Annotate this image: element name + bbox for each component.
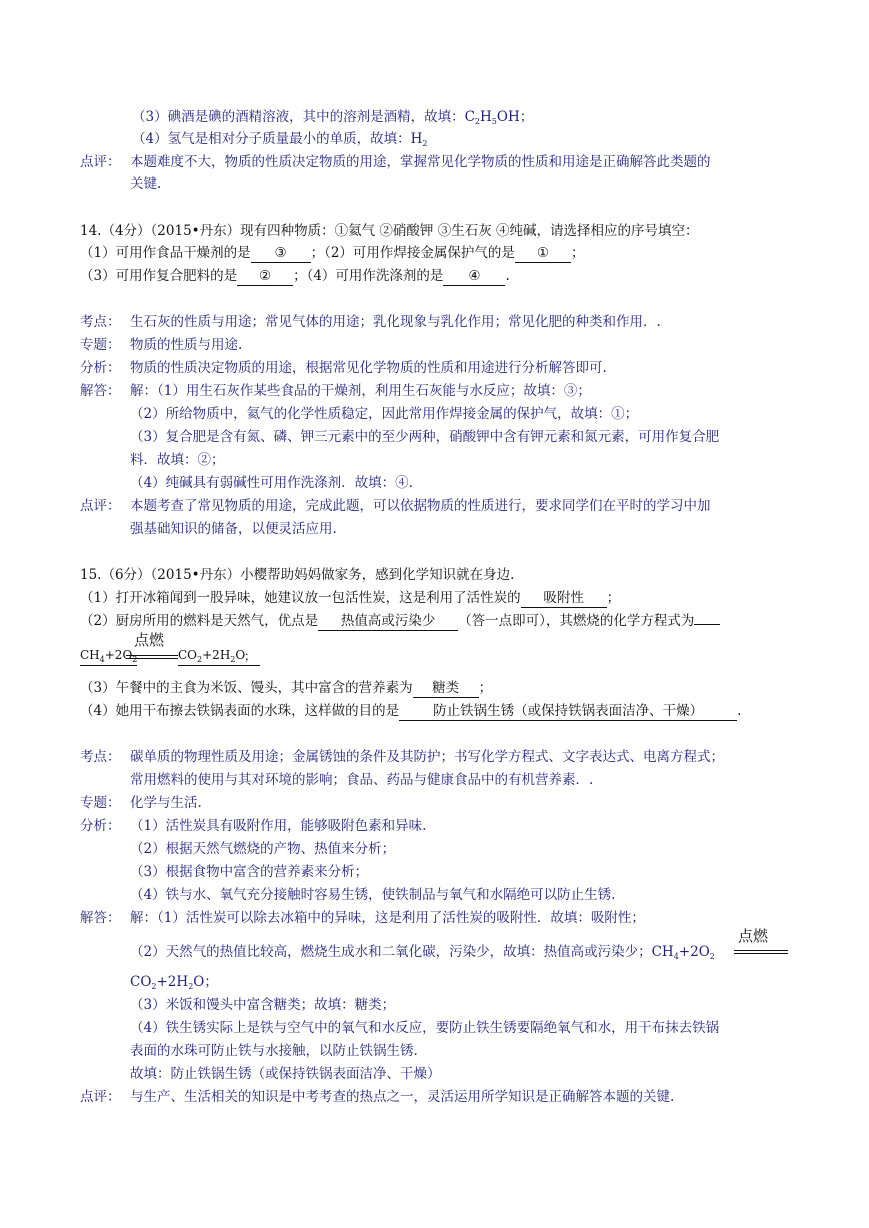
q15-line-4: （4）她用干布擦去铁锅表面的水珠，这样做的目的是 防止铁锅生锈（或保持铁锅表面洁净、干燥） . [80,703,742,719]
q15-jieda-text-1: 解：（1）活性炭可以除去冰箱中的异味，这是利用了活性炭的吸附性．故填：吸附性； [130,910,645,926]
q14-jieda-text-3: （3）复合肥是含有氮、磷、钾三元素中的至少两种，硝酸钾中含有钾元素和氮元素，可用作复合肥 [130,429,720,445]
q14-kaodian-text: 生石灰的性质与用途；常见气体的用途；乳化现象与乳化作用；常见化肥的种类和作用．. [130,314,661,330]
q15-jieda-text-6: 表面的水珠可防止铁与水接触，以防止铁锅生锈. [130,1043,418,1059]
q14-fenxi-text: 物质的性质决定物质的用途，根据常见化学物质的性质和用途进行分析解答即可. [130,360,607,376]
q14-zhuanti-label: 专题： [80,337,121,353]
q14-jieda-text-2: （2）所给物质中，氦气的化学性质稳定，因此常用作焊接金属的保护气，故填：①； [130,406,639,422]
prev-answer-line-3: （3）碘酒是碘的酒精溶液，其中的溶剂是酒精，故填：$C_2H_5OH$； [132,109,534,126]
q15-fenxi-text-2: （2）根据天然气燃烧的产物、热值来分析； [130,841,396,857]
q14-line-2: （3）可用作复合肥料的是 ② ；（4）可用作洗涤剂的是 ④ . [80,268,510,284]
q15-fenxi-text-1: （1）活性炭具有吸附作用，能够吸附色素和异味. [130,818,427,834]
q15-answer-1: 吸附性 [521,589,607,608]
q14-dianping-text-2: 强基础知识的储备，以便灵活应用. [130,521,337,537]
prev-comment-text-2: 关键. [130,176,162,192]
q15-jieda-text-4: （3）米饭和馒头中富含糖类；故填：糖类； [130,997,396,1013]
prev-comment-text-1: 本题难度不大，物质的性质决定物质的用途，掌握常见化学物质的性质和用途是正确解答此类题的 [130,154,711,170]
q15-zhuanti-text: 化学与生活. [130,795,202,811]
q15-title: 15.（6分）（2015•丹东）小樱帮助妈妈做家务，感到化学知识就在身边. [80,567,515,583]
q15-line-3: （3）午餐中的主食为米饭、馒头，其中富含的营养素为 糖类 ； [80,680,493,696]
prev-answer-line-4: （4）氢气是相对分子质量最小的单质，故填：$H_2$ [132,131,428,148]
q15-answer-blank [694,624,720,625]
q14-answer-4: ④ [443,267,505,286]
q14-jieda-text-5: （4）纯碱具有弱碱性可用作洗涤剂．故填：④. [130,475,413,491]
q14-jieda-text-4: 料．故填：②； [130,452,225,468]
q15-fenxi-text-4: （4）铁与水、氧气充分接触时容易生锈，使铁制品与氧气和水隔绝可以防止生锈. [130,887,616,903]
q15-zhuanti-label: 专题： [80,795,121,811]
q15-equation-end: ； [244,649,257,663]
q15-jieda-equation-arrow [734,950,788,954]
q15-jieda-text-2: （2）天然气的热值比较高，燃烧生成水和二氧化碳，污染少，故填：热值高或污染少；$CH_4+2O_2$ [130,944,715,961]
q14-dianping-label: 点评： [80,498,121,514]
q15-equation-right: $CO_2+2H_2O$ [178,648,260,666]
q15-jieda-text-7: 故填：防止铁锅生锈（或保持铁锅表面洁净、干燥） [130,1066,441,1082]
q15-kaodian-text-1: 碳单质的物理性质及用途；金属锈蚀的条件及其防护；书写化学方程式、文字表达式、电离方程式； [130,749,724,765]
q15-kaodian-text-2: 常用燃料的使用与其对环境的影响；食品、药品与健康食品中的有机营养素．. [130,772,594,788]
q15-answer-3: 糖类 [413,679,479,698]
q15-line-2: （2）厨房所用的燃料是天然气，优点是 热值高或污染少 （答一点即可），其燃烧的化学方程式为 [80,612,720,631]
q15-jieda-equation-right: $CO_2+2H_2O$； [130,974,218,991]
q14-answer-1: ③ [251,244,311,263]
q15-jieda-equation-condition: 点燃 [738,927,769,945]
prev-comment-label: 点评： [80,154,121,170]
q14-jieda-label: 解答： [80,383,121,399]
q14-answer-3: ② [237,267,293,286]
q14-dianping-text-1: 本题考查了常见物质的用途，完成此题，可以依据物质的性质进行，要求同学们在平时的学习中加 [130,498,711,514]
q15-kaodian-label: 考点： [80,749,121,765]
q15-equation-left: $CH_4+2O_2$ [80,648,138,664]
q15-answer-2: 热值高或污染少 [318,612,458,631]
q14-line-1: （1）可用作食品干燥剂的是 ③ ；（2）可用作焊接金属保护气的是 ① ； [80,245,585,261]
q14-kaodian-label: 考点： [80,314,121,330]
q15-dianping-text: 与生产、生活相关的知识是中考考查的热点之一，灵活运用所学知识是正确解答本题的关键. [130,1089,675,1105]
q15-fenxi-text-3: （3）根据食物中富含的营养素来分析； [130,864,369,880]
q14-fenxi-label: 分析： [80,360,121,376]
q15-answer-4: 防止铁锅生锈（或保持铁锅表面洁净、干燥） [399,702,737,721]
q14-zhuanti-text: 物质的性质与用途. [130,337,243,353]
q15-dianping-label: 点评： [80,1089,121,1105]
q14-answer-2: ① [515,244,571,263]
q15-fenxi-label: 分析： [80,818,121,834]
q14-jieda-text-1: 解：（1）用生石灰作某些食品的干燥剂，利用生石灰能与水反应；故填：③； [130,383,591,399]
q15-equation-arrow [126,655,178,659]
q15-jieda-text-5: （4）铁生锈实际上是铁与空气中的氧气和水反应，要防止铁生锈要隔绝氧气和水，用干布抹去铁锅 [130,1020,720,1036]
q14-title: 14.（4分）（2015•丹东）现有四种物质：①氦气 ②硝酸钾 ③生石灰 ④纯碱，请选择相应的序号填空： [80,223,699,239]
q15-line-1: （1）打开冰箱闻到一股异味，她建议放一包活性炭，这是利用了活性炭的 吸附性 ； [80,590,621,606]
q15-equation-condition: 点燃 [134,631,165,649]
q15-jieda-label: 解答： [80,910,121,926]
